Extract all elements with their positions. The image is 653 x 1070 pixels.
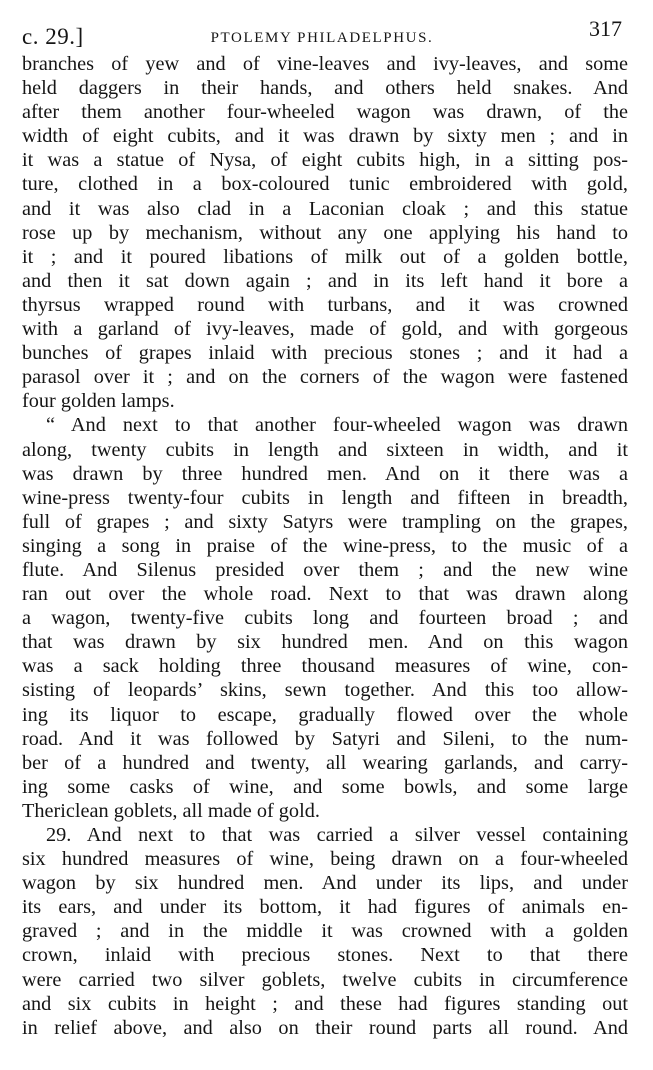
text-line: a wagon, twenty-five cubits long and fourteen broad ; and — [22, 607, 628, 630]
text-line: bunches of grapes inlaid with precious stones ; and it had a — [22, 342, 628, 365]
text-line: “ And next to that another four-wheeled wagon was drawn — [46, 414, 628, 437]
text-line: along, twenty cubits in length and sixteen in width, and it — [22, 438, 628, 461]
text-line: graved ; and in the middle it was crowned with a golden — [22, 920, 628, 943]
text-line: parasol over it ; and on the corners of the wagon were fastened — [22, 366, 628, 389]
text-line: sisting of leopards’ skins, sewn together. And this too allow- — [22, 679, 628, 702]
text-line: and then it sat down again ; and in its left hand it bore a — [22, 269, 628, 292]
text-line: with a garland of ivy-leaves, made of gold, and with gorgeous — [22, 318, 628, 341]
text-line: it ; and it poured libations of milk out of a golden bottle, — [22, 245, 628, 268]
text-line: road. And it was followed by Satyri and Sileni, to the num- — [22, 727, 628, 750]
text-line: held daggers in their hands, and others held snakes. And — [22, 77, 628, 100]
text-line: branches of yew and of vine-leaves and ivy-leaves, and some — [22, 53, 628, 75]
text-line: its ears, and under its bottom, it had figures of animals en- — [22, 896, 628, 919]
running-title: PTOLEMY PHILADELPHUS. — [210, 30, 434, 46]
text-line: ing some casks of wine, and some bowls, and some large — [22, 775, 628, 798]
text-line: was drawn by three hundred men. And on it there was a — [22, 462, 628, 485]
text-line: full of grapes ; and sixty Satyrs were trampling on the grapes, — [22, 510, 628, 533]
text-line: ing its liquor to escape, gradually flowed over the whole — [22, 703, 628, 726]
text-line: wagon by six hundred men. And under its lips, and under — [22, 872, 628, 895]
text-line: width of eight cubits, and it was drawn by sixty men ; and in — [22, 125, 628, 148]
text-line: were carried two silver goblets, twelve cubits in circumference — [22, 968, 628, 991]
text-line: crown, inlaid with precious stones. Next to that there — [22, 944, 628, 967]
text-line: was a sack holding three thousand measures of wine, con- — [22, 655, 628, 678]
text-line: it was a statue of Nysa, of eight cubits high, in a sitting pos- — [22, 149, 628, 172]
chapter-reference: c. 29.] — [22, 24, 84, 49]
text-line: and six cubits in height ; and these had figures standing out — [22, 992, 628, 1015]
text-line: wine-press twenty-four cubits in length and fifteen in breadth, — [22, 486, 628, 509]
running-header — [22, 10, 622, 50]
text-line: that was drawn by six hundred men. And on this wagon — [22, 631, 628, 654]
text-line: six hundred measures of wine, being drawn on a four-wheeled — [22, 848, 628, 871]
text-line: after them another four-wheeled wagon was drawn, of the — [22, 101, 628, 124]
body-text — [22, 52, 628, 1040]
text-line: ran out over the whole road. Next to that was drawn along — [22, 583, 628, 606]
text-line: 29. And next to that was carried a silver vessel containing — [46, 824, 628, 846]
text-line: ber of a hundred and twenty, all wearing garlands, and carry- — [22, 751, 628, 774]
text-line: and it was also clad in a Laconian cloak ; and this statue — [22, 197, 628, 220]
text-line: ture, clothed in a box-coloured tunic embroidered with gold, — [22, 173, 628, 196]
text-line: four golden lamps. — [22, 390, 175, 413]
text-line: rose up by mechanism, without any one applying his hand to — [22, 221, 628, 244]
text-line: Thericlean goblets, all made of gold. — [22, 799, 320, 822]
page-number: 317 — [589, 16, 622, 41]
text-line: thyrsus wrapped round with turbans, and it was crowned — [22, 293, 628, 316]
text-line: flute. And Silenus presided over them ; and the new wine — [22, 558, 628, 581]
text-line: in relief above, and also on their round parts all round. And — [22, 1016, 628, 1039]
text-line: singing a song in praise of the wine-press, to the music of a — [22, 534, 628, 557]
